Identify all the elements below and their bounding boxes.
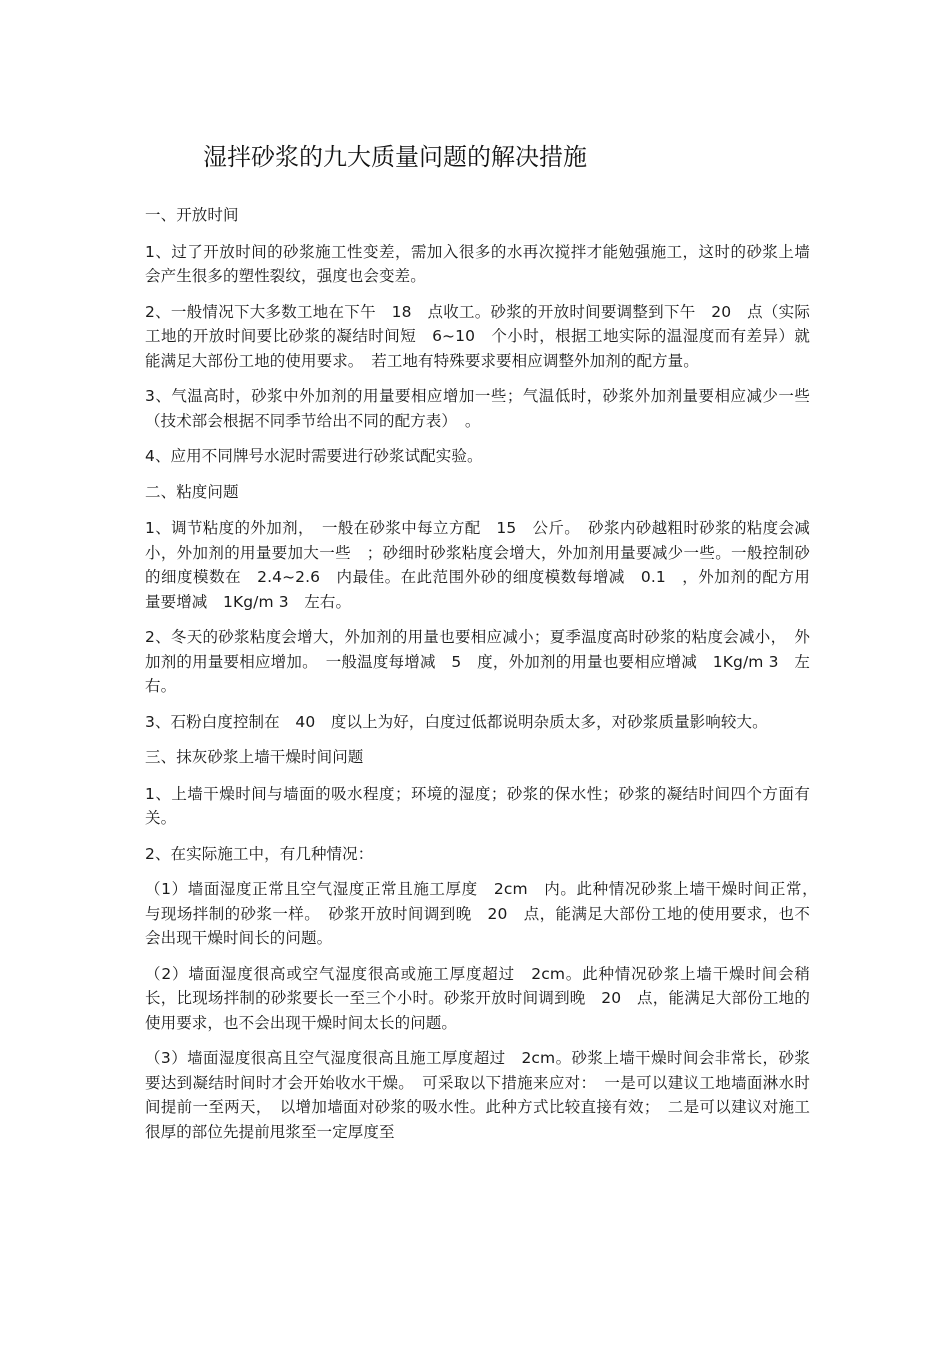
section-heading-drying-time: 三、抹灰砂浆上墙干燥时间问题	[145, 748, 364, 766]
section-heading-open-time: 一、开放时间	[145, 206, 239, 224]
paragraph: 3、气温高时，砂浆中外加剂的用量要相应增加一些；气温低时，砂浆外加剂量要相应减少一些（技术部会根据不同季节给出不同的配方表） 。	[145, 387, 810, 430]
paragraph: 3、石粉白度控制在 40 度以上为好，白度过低都说明杂质太多，对砂浆质量影响较大。	[145, 712, 768, 731]
section-heading-viscosity: 二、粘度问题	[145, 482, 239, 501]
paragraph: 4、应用不同牌号水泥时需要进行砂浆试配实验。	[145, 447, 483, 465]
paragraph: 1、调节粘度的外加剂， 一般在砂浆中每立方配 15 公斤。 砂浆内砂越粗时砂浆的粘度会减小，外加剂的用量要加大一些 ；砂细时砂浆粘度会增大，外加剂用量要减少一些。一般控制砂的细度模数在 2.4~2.6 内最佳。在此范围外砂的细度模数每增减 0.1 ，外加剂的配方用量要增减 1Kg/m 3 左右。	[145, 519, 810, 611]
paragraph: 2、冬天的砂浆粘度会增大，外加剂的用量也要相应减小；夏季温度高时砂浆的粘度会减小， 外加剂的用量要相应增加。 一般温度每增减 5 度，外加剂的用量也要相应增减 1Kg/m 3 左右。	[145, 628, 810, 695]
paragraph: （2）墙面湿度很高或空气湿度很高或施工厚度超过 2cm。此种情况砂浆上墙干燥时间会稍长，比现场拌制的砂浆要长一至三个小时。砂浆开放时间调到晚 20 点，能满足大部份工地的使用要求，也不会出现干燥时间太长的问题。	[145, 964, 810, 1032]
paragraph: 2、在实际施工中，有几种情况：	[145, 844, 374, 863]
paragraph: 1、过了开放时间的砂浆施工性变差，需加入很多的水再次搅拌才能勉强施工，这时的砂浆上墙会产生很多的塑性裂纹，强度也会变差。	[145, 242, 810, 285]
document-title: 湿拌砂浆的九大质量问题的解决措施	[203, 143, 587, 172]
paragraph: （3）墙面湿度很高且空气湿度很高且施工厚度超过 2cm。砂浆上墙干燥时间会非常长，砂浆要达到凝结时间时才会开始收水干燥。 可采取以下措施来应对： 一是可以建议工地墙面淋水时间提前一至两天， 以增加墙面对砂浆的吸水性。此种方式比较直接有效； 二是可以建议对施工很厚的部位先提前甩浆至一定厚度至	[145, 1049, 810, 1141]
paragraph: （1）墙面湿度正常且空气湿度正常且施工厚度 2cm 内。此种情况砂浆上墙干燥时间正常， 与现场拌制的砂浆一样。 砂浆开放时间调到晚 20 点，能满足大部份工地的使用要求，也不会出现干燥时间长的问题。	[145, 880, 826, 947]
paragraph: 1、上墙干燥时间与墙面的吸水程度；环境的湿度；砂浆的保水性；砂浆的凝结时间四个方面有关。	[145, 784, 810, 827]
document-body	[145, 203, 826, 1155]
paragraph: 2、一般情况下大多数工地在下午 18 点收工。砂浆的开放时间要调整到下午 20 点（实际工地的开放时间要比砂浆的凝结时间短 6~10 个小时，根据工地实际的温湿度而有差异）就能满足大部份工地的使用要求。 若工地有特殊要求要相应调整外加剂的配方量。	[145, 302, 810, 370]
